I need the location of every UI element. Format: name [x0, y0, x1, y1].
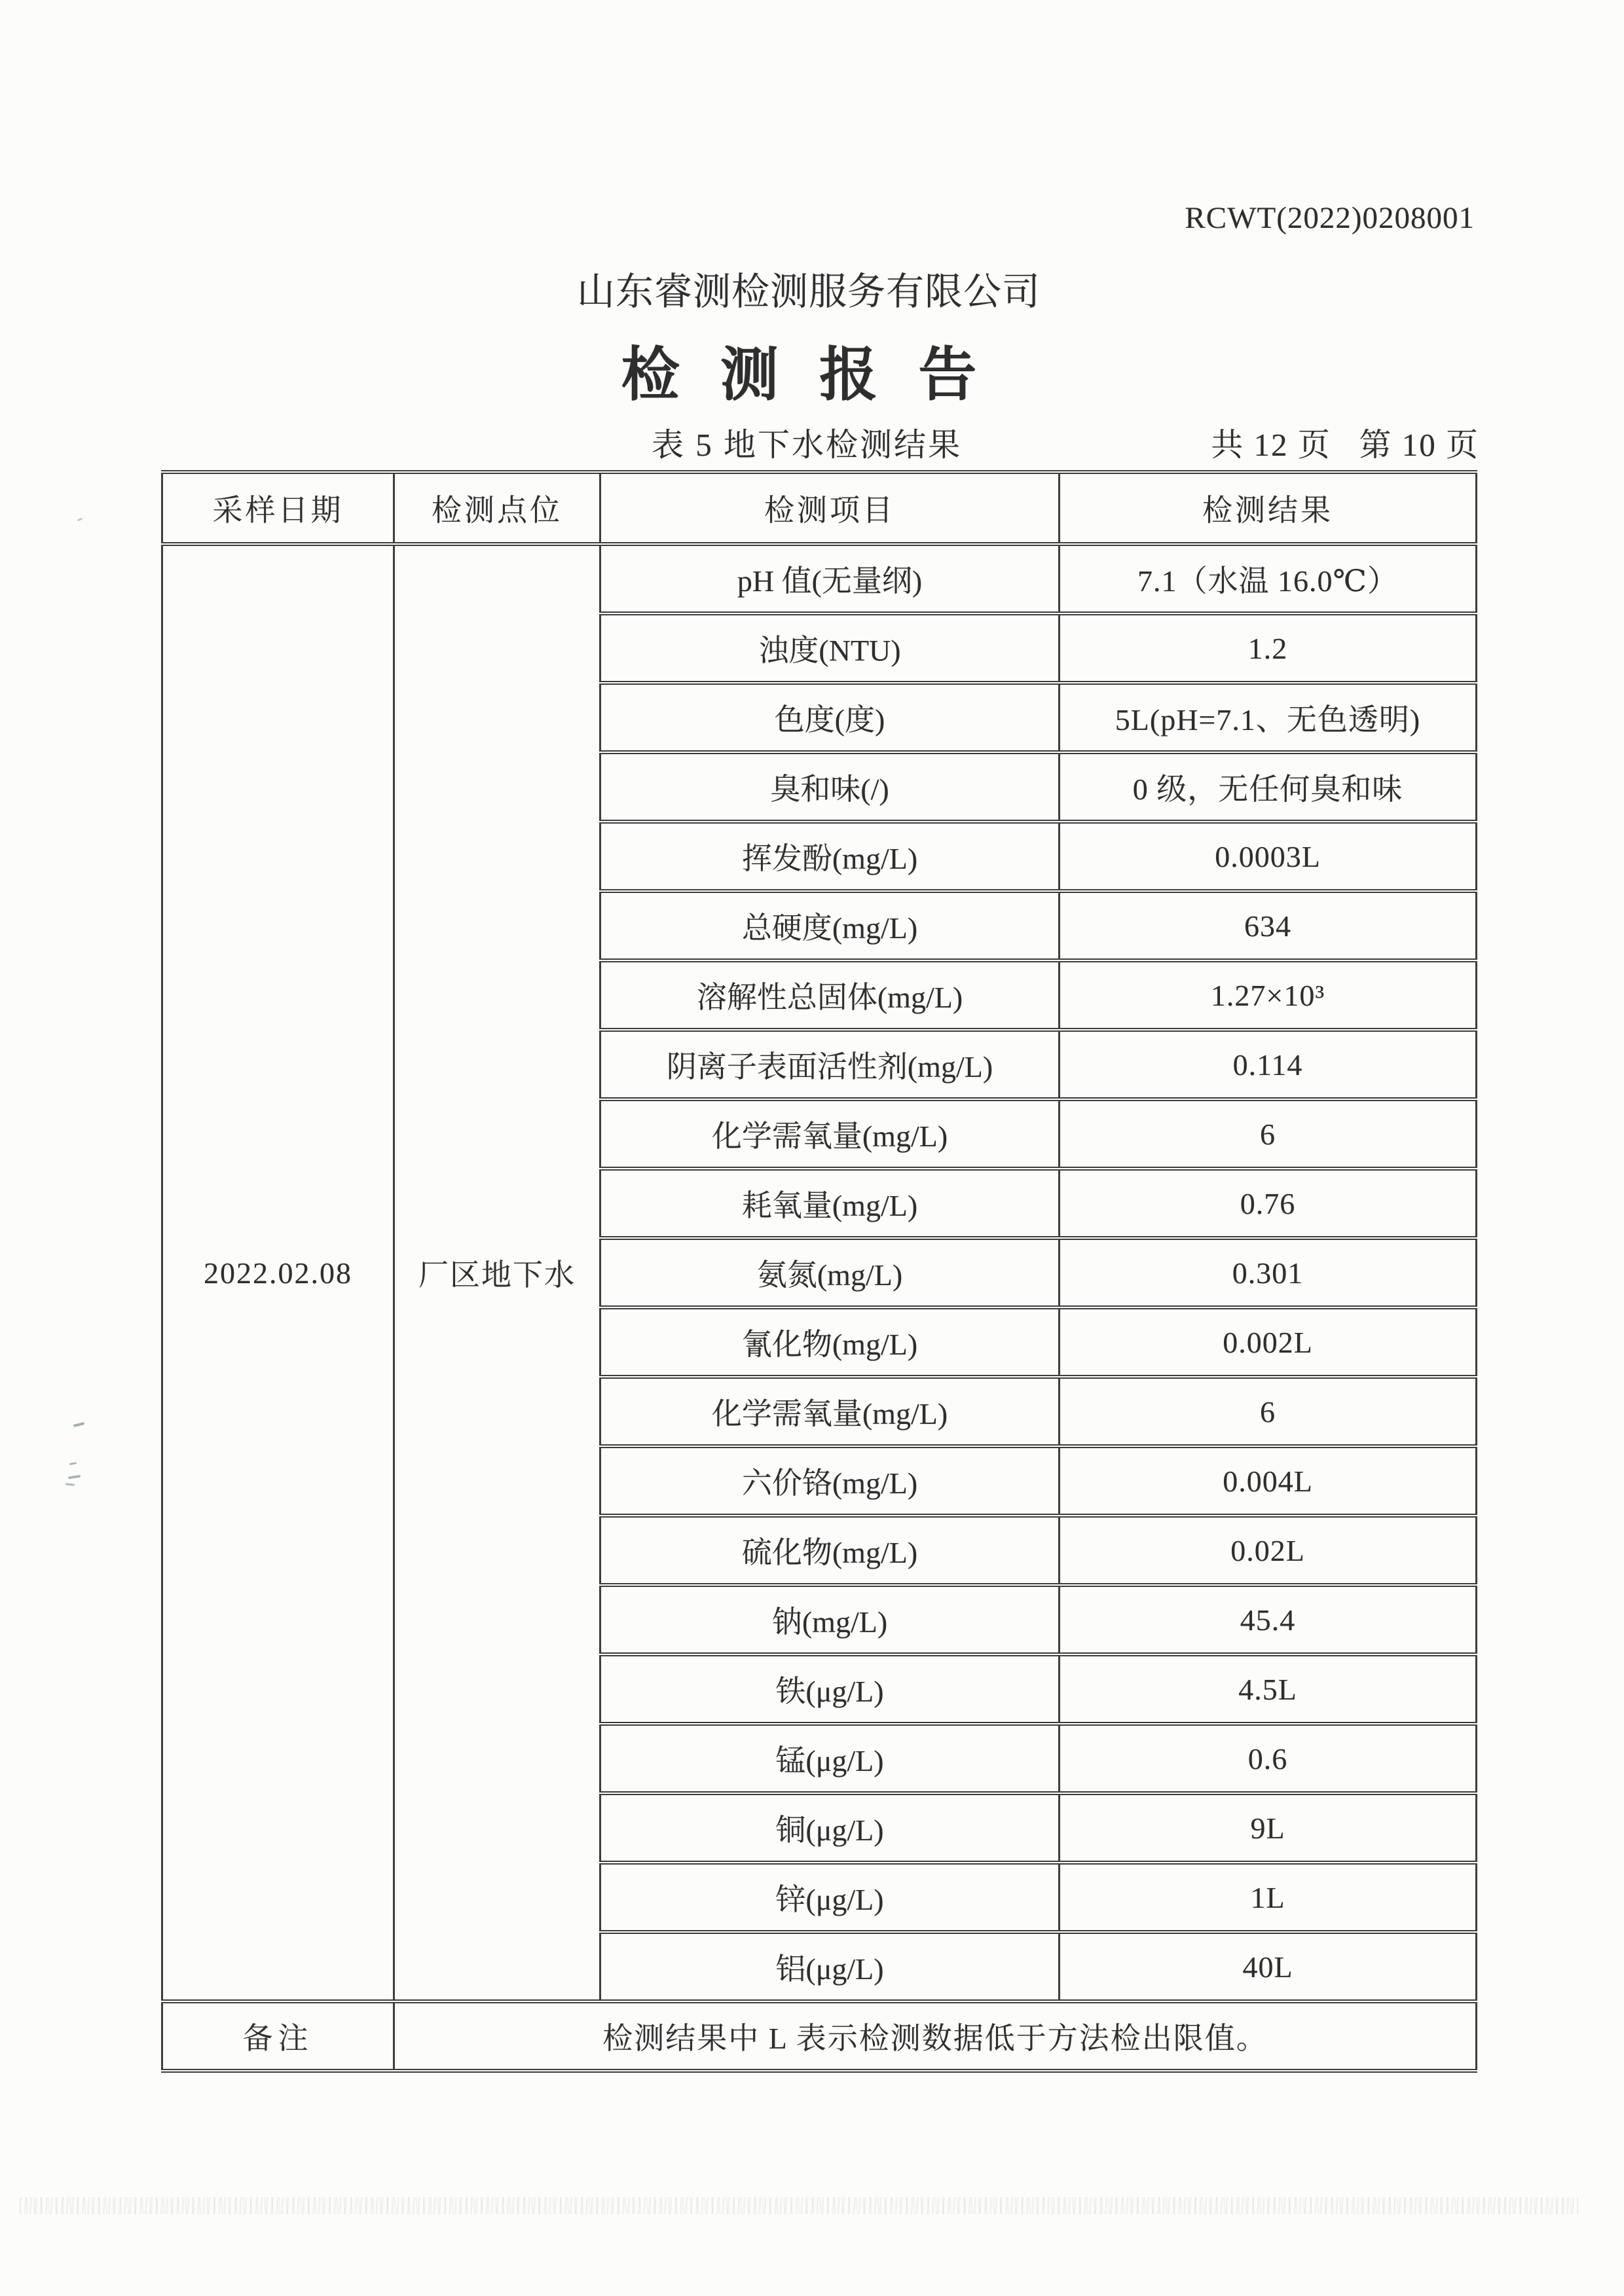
- scan-artifact: [69, 1462, 77, 1465]
- test-result: 40L: [1060, 1932, 1477, 2001]
- test-result: 0.76: [1060, 1169, 1477, 1238]
- test-item: 浊度(NTU): [600, 613, 1060, 683]
- remark-label: 备注: [162, 2001, 394, 2071]
- test-result: 0.002L: [1060, 1307, 1477, 1377]
- test-item: 铝(μg/L): [600, 1932, 1060, 2001]
- document-title: 检 测 报 告: [621, 344, 990, 408]
- test-item: 铁(μg/L): [600, 1654, 1060, 1724]
- test-item: 六价铬(mg/L): [600, 1446, 1060, 1516]
- test-result: 45.4: [1060, 1585, 1477, 1654]
- test-result: 7.1（水温 16.0℃）: [1060, 544, 1477, 613]
- header-test-item: 检测项目: [600, 472, 1060, 544]
- test-item: 耗氧量(mg/L): [600, 1169, 1060, 1238]
- test-item: 硫化物(mg/L): [600, 1516, 1060, 1585]
- test-result: 0.114: [1060, 1030, 1477, 1099]
- test-result: 634: [1060, 891, 1477, 960]
- test-result: 9L: [1060, 1793, 1477, 1863]
- test-result: 0.301: [1060, 1238, 1477, 1307]
- test-item: 化学需氧量(mg/L): [600, 1377, 1060, 1446]
- test-result: 1.27×10³: [1060, 960, 1477, 1030]
- test-item: 溶解性总固体(mg/L): [600, 960, 1060, 1030]
- remark-text: 检测结果中 L 表示检测数据低于方法检出限值。: [394, 2001, 1477, 2071]
- table-caption: 表 5 地下水检测结果: [652, 427, 963, 463]
- table-row: [162, 544, 1477, 613]
- test-result: 0.0003L: [1060, 822, 1477, 891]
- test-result: 0.02L: [1060, 1516, 1477, 1585]
- header-sample-point: 检测点位: [394, 472, 600, 544]
- sample-point-cell: 厂区地下水: [394, 544, 600, 2001]
- results-table: [161, 470, 1477, 2073]
- test-item: 总硬度(mg/L): [600, 891, 1060, 960]
- test-item: 氰化物(mg/L): [600, 1307, 1060, 1377]
- test-item: 化学需氧量(mg/L): [600, 1099, 1060, 1169]
- table-header-row: [162, 472, 1477, 544]
- test-item: 挥发酚(mg/L): [600, 822, 1060, 891]
- report-number: RCWT(2022)0208001: [1185, 201, 1475, 235]
- test-result: 0 级，无任何臭和味: [1060, 752, 1477, 822]
- test-item: 锌(μg/L): [600, 1863, 1060, 1932]
- test-result: 5L(pH=7.1、无色透明): [1060, 683, 1477, 752]
- test-item: 铜(μg/L): [600, 1793, 1060, 1863]
- test-item: 锰(μg/L): [600, 1724, 1060, 1793]
- test-result: 1.2: [1060, 613, 1477, 683]
- test-item: 氨氮(mg/L): [600, 1238, 1060, 1307]
- test-result: 6: [1060, 1099, 1477, 1169]
- page-number: 共 12 页 第 10 页: [1211, 427, 1479, 463]
- scan-artifact: [73, 1422, 84, 1427]
- test-result: 0.6: [1060, 1724, 1477, 1793]
- scan-artifact: [77, 518, 83, 522]
- header-sample-date: 采样日期: [162, 472, 394, 544]
- scan-artifact: [68, 1475, 81, 1480]
- test-item: 阴离子表面活性剂(mg/L): [600, 1030, 1060, 1099]
- test-item: 臭和味(/): [600, 752, 1060, 822]
- test-result: 4.5L: [1060, 1654, 1477, 1724]
- test-item: 色度(度): [600, 683, 1060, 752]
- test-result: 6: [1060, 1377, 1477, 1446]
- sample-date-cell: 2022.02.08: [162, 544, 394, 2001]
- scan-artifact: [65, 1483, 75, 1485]
- test-result: 1L: [1060, 1863, 1477, 1932]
- header-test-result: 检测结果: [1060, 472, 1477, 544]
- test-result: 0.004L: [1060, 1446, 1477, 1516]
- test-item: 钠(mg/L): [600, 1585, 1060, 1654]
- company-name: 山东睿测检测服务有限公司: [576, 270, 1041, 313]
- test-item: pH 值(无量纲): [600, 544, 1060, 613]
- scan-noise-band: [20, 2197, 1578, 2214]
- remark-row: [162, 2001, 1477, 2071]
